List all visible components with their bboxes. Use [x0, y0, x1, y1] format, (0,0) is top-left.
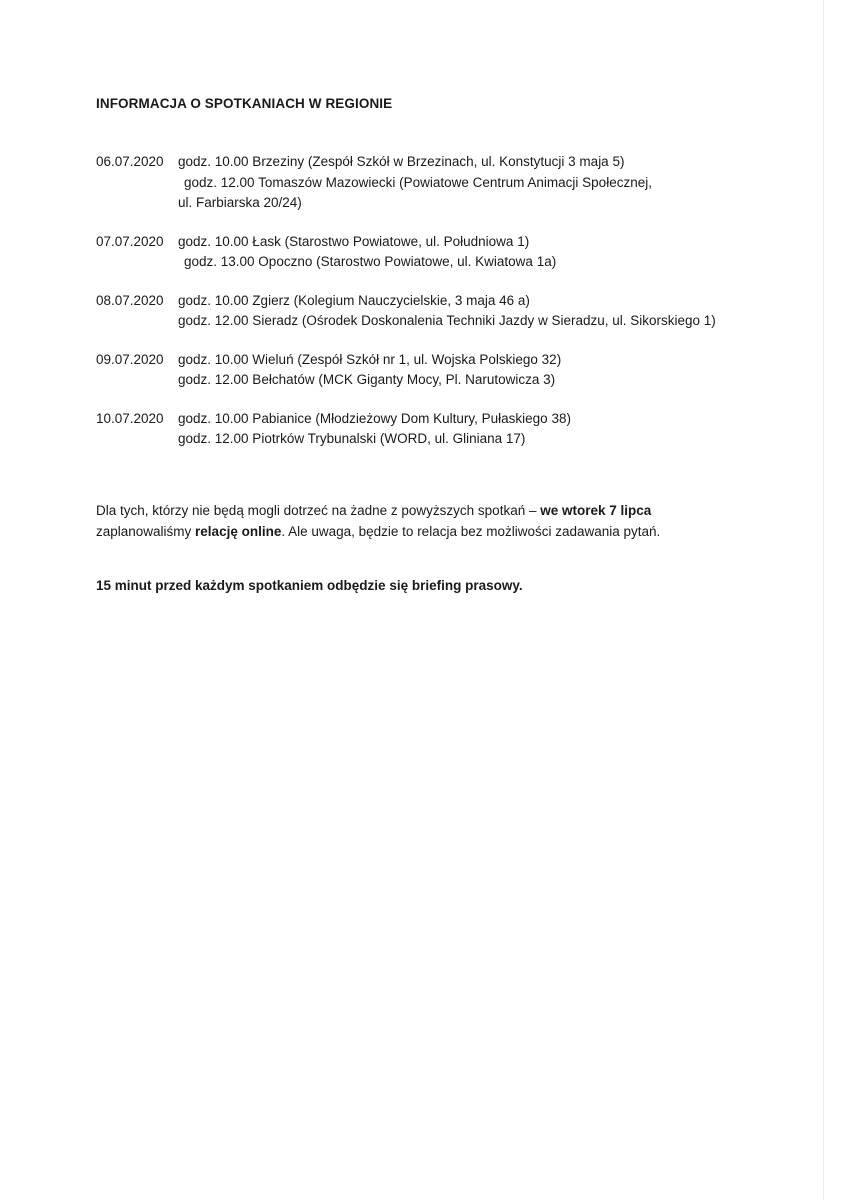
- schedule-day: [96, 152, 796, 214]
- schedule-entry-continuation: ul. Farbiarska 20/24): [178, 195, 302, 210]
- online-broadcast-note: [96, 500, 776, 542]
- schedule-entry: godz. 10.00 Wieluń (Zespół Szkół nr 1, ul. Wojska Polskiego 32): [178, 351, 562, 367]
- schedule-row: [96, 152, 796, 173]
- note-date-highlight: we wtorek 7 lipca: [540, 503, 652, 518]
- press-briefing-note: 15 minut przed każdym spotkaniem odbędzie się briefing prasowy.: [96, 578, 523, 593]
- schedule-date: 10.07.2020: [96, 410, 164, 426]
- schedule-entry: godz. 10.00 Zgierz (Kolegium Nauczycielskie, 3 maja 46 a): [178, 292, 530, 308]
- schedule-entry: godz. 10.00 Brzeziny (Zespół Szkół w Brzezinach, ul. Konstytucji 3 maja 5): [178, 154, 625, 169]
- schedule-date: 07.07.2020: [96, 233, 164, 249]
- schedule-entry: godz. 12.00 Bełchatów (MCK Giganty Mocy, Pl. Narutowicza 3): [178, 372, 556, 387]
- schedule-row: [96, 409, 796, 430]
- schedule-entry: godz. 12.00 Tomaszów Mazowiecki (Powiatowe Centrum Animacji Społecznej,: [184, 174, 652, 190]
- note-text: Dla tych, którzy nie będą mogli dotrzeć na żadne z powyższych spotkań: [96, 503, 526, 518]
- scan-edge-line: [823, 0, 824, 1200]
- note-dash: –: [525, 503, 541, 518]
- schedule-day: [96, 232, 796, 273]
- document-title: INFORMACJA O SPOTKANIACH W REGIONIE: [96, 96, 393, 111]
- schedule-entry: godz. 13.00 Opoczno (Starostwo Powiatowe, ul. Kwiatowa 1a): [184, 254, 557, 269]
- schedule-row: [96, 350, 796, 371]
- schedule-day: [96, 409, 796, 450]
- meeting-schedule: [96, 152, 796, 468]
- schedule-day: [96, 350, 796, 391]
- schedule-entry: godz. 12.00 Piotrków Trybunalski (WORD, ul. Gliniana 17): [178, 431, 526, 446]
- schedule-entry: godz. 10.00 Łask (Starostwo Powiatowe, ul. Południowa 1): [178, 233, 530, 249]
- schedule-entry: godz. 12.00 Sieradz (Ośrodek Doskonalenia Techniki Jazdy w Sieradzu, ul. Sikorskiego 1): [178, 313, 716, 328]
- schedule-date: 08.07.2020: [96, 292, 164, 308]
- schedule-date: 09.07.2020: [96, 351, 164, 367]
- schedule-row: [96, 291, 796, 312]
- schedule-day: [96, 291, 796, 332]
- note-online-highlight: relację online: [195, 524, 282, 539]
- schedule-entry: godz. 10.00 Pabianice (Młodzieżowy Dom Kultury, Pułaskiego 38): [178, 410, 571, 426]
- schedule-row: [96, 232, 796, 253]
- schedule-date: 06.07.2020: [96, 154, 164, 169]
- note-text: . Ale uwaga, będzie to relacja bez możliwości zadawania pytań.: [281, 524, 661, 539]
- note-text: zaplanowaliśmy: [96, 524, 196, 539]
